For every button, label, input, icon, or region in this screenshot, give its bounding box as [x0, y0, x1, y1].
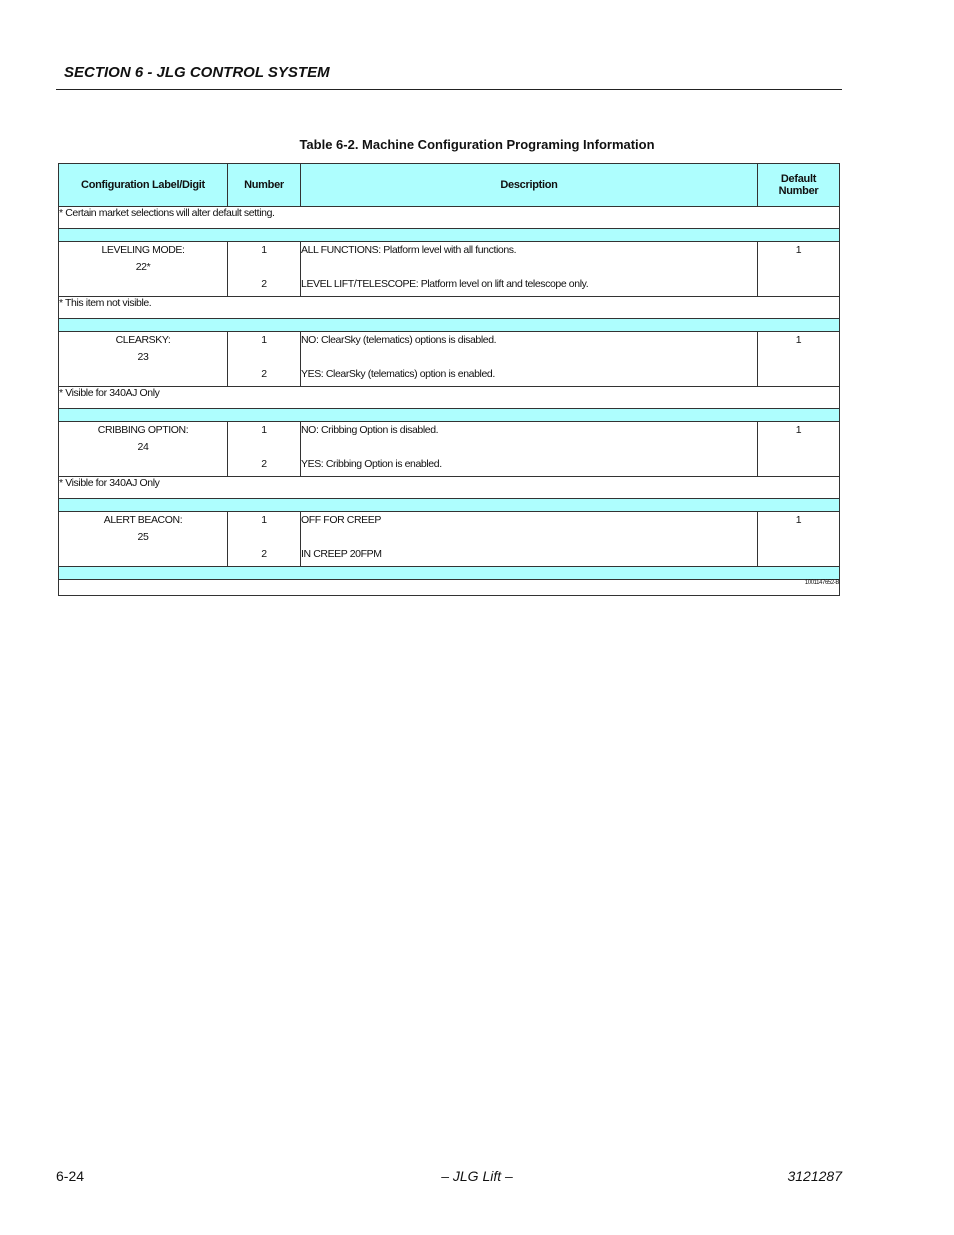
description-text: NO: Cribbing Option is disabled.	[301, 424, 439, 436]
band-row	[59, 499, 840, 512]
config-label: LEVELING MODE:	[101, 244, 185, 256]
table-header-row	[59, 164, 840, 207]
section-title: SECTION 6 - JLG CONTROL SYSTEM	[64, 64, 330, 81]
configuration-table	[58, 163, 840, 596]
default-cell	[758, 512, 840, 567]
description-text: NO: ClearSky (telematics) options is disabled.	[301, 334, 497, 346]
column-header-label: Configuration Label/Digit	[59, 164, 228, 207]
default-header-line1: Default	[780, 173, 817, 185]
default-header-line2: Number	[778, 185, 819, 197]
note-row	[59, 387, 840, 409]
number-value: 2	[261, 368, 267, 380]
description-text: LEVEL LIFT/TELESCOPE: Platform level on lift and telescope only.	[301, 278, 589, 290]
config-digit: 22*	[135, 261, 151, 273]
column-header-default	[758, 164, 840, 207]
column-header-description: Description	[301, 164, 758, 207]
number-value: 2	[261, 548, 267, 560]
description-cell	[301, 242, 758, 297]
config-label-cell	[59, 422, 228, 477]
table-row	[59, 332, 840, 387]
band-row	[59, 229, 840, 242]
config-label: ALERT BEACON:	[103, 514, 183, 526]
column-header-number: Number	[228, 164, 301, 207]
note-row	[59, 207, 840, 229]
number-value: 1	[261, 334, 267, 346]
figure-id-row	[59, 580, 840, 596]
document-number: 3121287	[787, 1168, 842, 1184]
default-value: 1	[795, 424, 802, 436]
config-label: CRIBBING OPTION:	[97, 424, 189, 436]
table-row	[59, 512, 840, 567]
default-cell	[758, 242, 840, 297]
number-value: 2	[261, 278, 267, 290]
config-digit: 23	[137, 351, 149, 363]
config-digit: 24	[137, 441, 149, 453]
description-text: ALL FUNCTIONS: Platform level with all functions.	[301, 244, 517, 256]
number-cell	[228, 332, 301, 387]
number-value: 1	[261, 244, 267, 256]
note-text: * This item not visible.	[59, 297, 840, 319]
default-value: 1	[795, 514, 802, 526]
table-row	[59, 242, 840, 297]
default-value: 1	[795, 334, 802, 346]
default-cell	[758, 422, 840, 477]
description-text: OFF FOR CREEP	[301, 514, 381, 526]
table-caption: Table 6-2. Machine Configuration Programing Information	[299, 137, 655, 152]
description-text: IN CREEP 20FPM	[301, 548, 382, 560]
config-label: CLEARSKY:	[115, 334, 171, 346]
number-cell	[228, 242, 301, 297]
number-value: 2	[261, 458, 267, 470]
header-rule	[56, 89, 842, 90]
config-label-cell	[59, 242, 228, 297]
band-row	[59, 319, 840, 332]
config-digit: 25	[137, 531, 149, 543]
description-cell	[301, 422, 758, 477]
footer-center-text: – JLG Lift –	[441, 1168, 513, 1184]
note-row	[59, 297, 840, 319]
number-value: 1	[261, 514, 267, 526]
description-text: YES: Cribbing Option is enabled.	[301, 458, 442, 470]
note-text: * Visible for 340AJ Only	[59, 387, 840, 409]
number-value: 1	[261, 424, 267, 436]
band-row	[59, 409, 840, 422]
description-cell	[301, 512, 758, 567]
page-number: 6-24	[56, 1168, 85, 1184]
default-cell	[758, 332, 840, 387]
note-text: * Visible for 340AJ Only	[59, 477, 840, 499]
config-label-cell	[59, 512, 228, 567]
band-row	[59, 567, 840, 580]
note-row	[59, 477, 840, 499]
description-text: YES: ClearSky (telematics) option is enabled.	[301, 368, 495, 380]
table-row	[59, 422, 840, 477]
note-text: * Certain market selections will alter default setting.	[59, 207, 840, 229]
default-value: 1	[795, 244, 802, 256]
description-cell	[301, 332, 758, 387]
config-label-cell	[59, 332, 228, 387]
number-cell	[228, 422, 301, 477]
number-cell	[228, 512, 301, 567]
figure-id: 1001147652-B	[59, 580, 840, 596]
